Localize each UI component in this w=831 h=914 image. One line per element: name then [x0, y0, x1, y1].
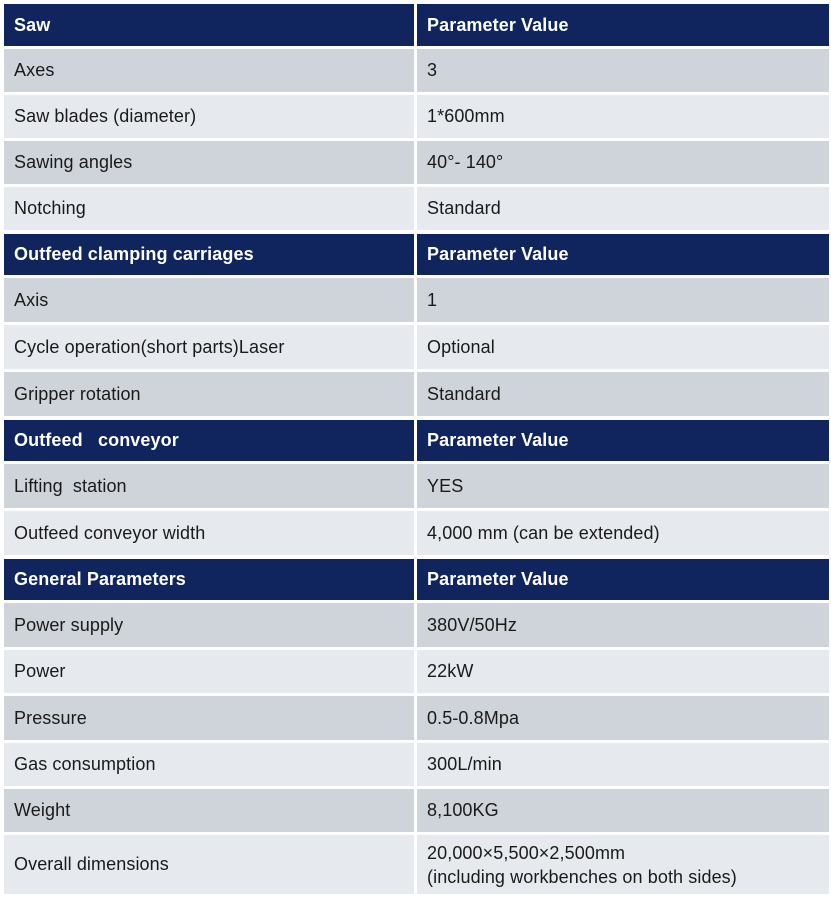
row-label: Power supply	[4, 603, 414, 647]
row-value-line2: (including workbenches on both sides)	[427, 866, 737, 887]
table-row	[4, 325, 829, 369]
section-saw	[4, 4, 829, 230]
spec-table	[4, 4, 829, 898]
row-value: 380V/50Hz	[417, 603, 829, 647]
table-row	[4, 278, 829, 322]
section-header	[4, 420, 829, 461]
row-label: Overall dimensions	[4, 835, 414, 894]
section-header	[4, 4, 829, 46]
row-value: YES	[417, 464, 829, 508]
row-value-multiline	[417, 835, 829, 894]
table-row	[4, 603, 829, 647]
section-outfeed-clamping	[4, 234, 829, 416]
table-row	[4, 696, 829, 740]
header-value: Parameter Value	[417, 4, 829, 46]
table-row	[4, 743, 829, 786]
header-label: General Parameters	[4, 559, 414, 600]
table-row	[4, 49, 829, 92]
table-row	[4, 511, 829, 555]
row-value: Standard	[417, 372, 829, 416]
row-value: 8,100KG	[417, 789, 829, 832]
row-label: Saw blades (diameter)	[4, 95, 414, 138]
table-row	[4, 650, 829, 693]
row-label: Axis	[4, 278, 414, 322]
row-label: Outfeed conveyor width	[4, 511, 414, 555]
table-row	[4, 464, 829, 508]
row-value: 300L/min	[417, 743, 829, 786]
section-header	[4, 559, 829, 600]
header-value: Parameter Value	[417, 420, 829, 461]
row-label: Notching	[4, 187, 414, 230]
section-outfeed-conveyor	[4, 420, 829, 555]
row-label: Gas consumption	[4, 743, 414, 786]
row-value: 0.5-0.8Mpa	[417, 696, 829, 740]
row-label: Lifting station	[4, 464, 414, 508]
section-header	[4, 234, 829, 275]
table-row	[4, 187, 829, 230]
section-general-parameters	[4, 559, 829, 894]
row-value: Optional	[417, 325, 829, 369]
row-label: Sawing angles	[4, 141, 414, 184]
header-label: Outfeed conveyor	[4, 420, 414, 461]
row-value: 1	[417, 278, 829, 322]
header-label: Saw	[4, 4, 414, 46]
header-value: Parameter Value	[417, 234, 829, 275]
row-value: 1*600mm	[417, 95, 829, 138]
table-row	[4, 141, 829, 184]
table-row	[4, 95, 829, 138]
row-label: Pressure	[4, 696, 414, 740]
row-label: Power	[4, 650, 414, 693]
row-label: Weight	[4, 789, 414, 832]
row-label: Cycle operation(short parts)Laser	[4, 325, 414, 369]
table-row	[4, 789, 829, 832]
row-label: Gripper rotation	[4, 372, 414, 416]
row-value: Standard	[417, 187, 829, 230]
table-row	[4, 372, 829, 416]
row-label: Axes	[4, 49, 414, 92]
row-value-line1: 20,000×5,500×2,500mm	[427, 842, 626, 863]
row-value: 4,000 mm (can be extended)	[417, 511, 829, 555]
header-label: Outfeed clamping carriages	[4, 234, 414, 275]
row-value: 40°- 140°	[417, 141, 829, 184]
row-value: 3	[417, 49, 829, 92]
header-value: Parameter Value	[417, 559, 829, 600]
row-value: 22kW	[417, 650, 829, 693]
table-row	[4, 835, 829, 894]
